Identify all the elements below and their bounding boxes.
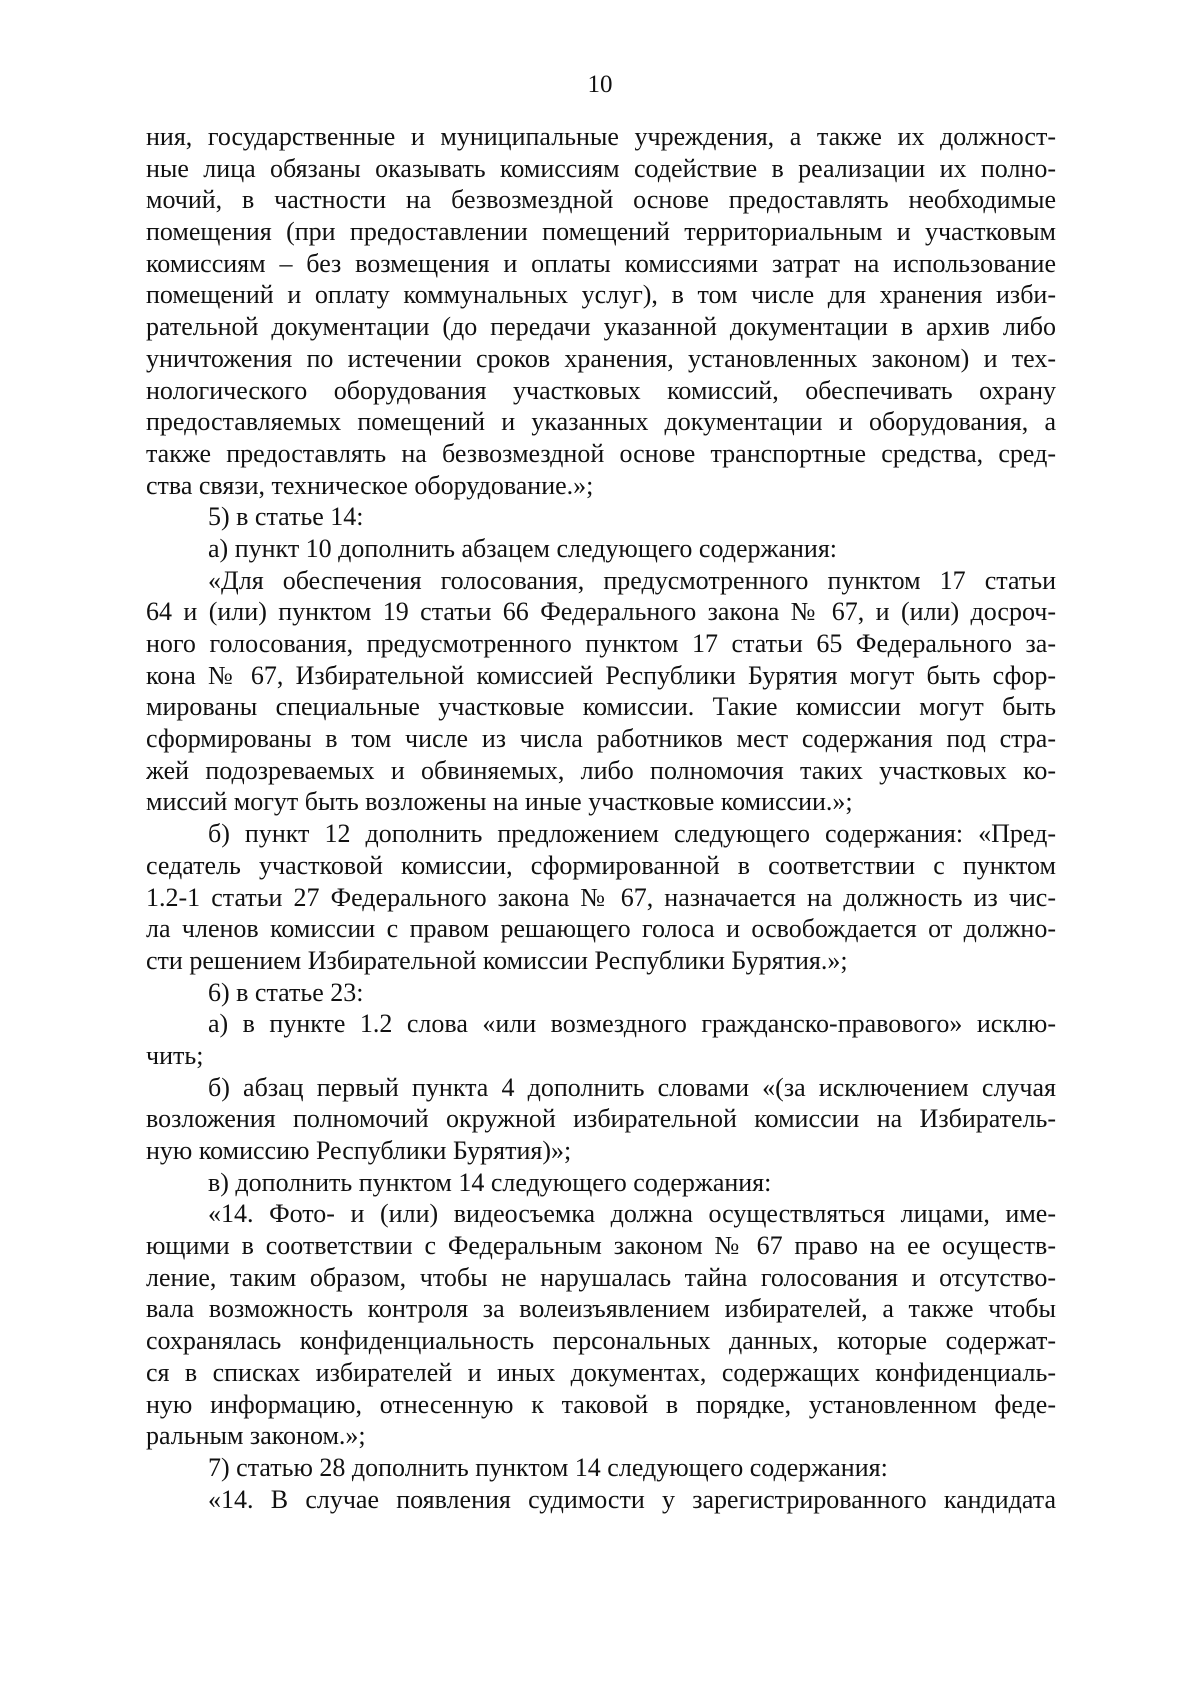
text-line: ление, таким образом, чтобы не нарушалась тайна голосования и отсутство- xyxy=(146,1262,1056,1292)
text-line: а) в пункте 1.2 слова «или возмездного гражданско-правового» исклю- xyxy=(208,1009,1056,1039)
text-line: «14. В случае появления судимости у зарегистрированного кандидата xyxy=(208,1484,1056,1514)
document-body xyxy=(146,121,1056,1515)
text-line: ную информацию, отнесенную к таковой в порядке, установленном феде- xyxy=(146,1389,1056,1419)
text-line: чить; xyxy=(146,1040,204,1070)
text-line: «14. Фото- и (или) видеосъемка должна осуществляться лицами, име- xyxy=(208,1199,1056,1229)
text-line: возложения полномочий окружной избирательной комиссии на Избиратель- xyxy=(146,1104,1056,1134)
text-line: а) пункт 10 дополнить абзацем следующего содержания: xyxy=(208,533,838,563)
text-line: 64 и (или) пунктом 19 статьи 66 Федерального закона № 67, и (или) досроч- xyxy=(146,597,1056,627)
text-line: б) абзац первый пункта 4 дополнить словами «(за исключением случая xyxy=(208,1072,1056,1102)
text-line: жей подозреваемых и обвиняемых, либо полномочия таких участковых ко- xyxy=(146,755,1056,785)
text-line: также предоставлять на безвозмездной основе транспортные средства, сред- xyxy=(146,438,1056,468)
text-line: комиссиям – без возмещения и оплаты комиссиями затрат на использование xyxy=(146,248,1056,278)
text-line: мированы специальные участковые комиссии. Такие комиссии могут быть xyxy=(146,692,1056,722)
text-line: кона № 67, Избирательной комиссией Республики Бурятия могут быть сфор- xyxy=(146,660,1056,690)
text-line: рательной документации (до передачи указанной документации в архив либо xyxy=(146,312,1056,342)
text-line: б) пункт 12 дополнить предложением следующего содержания: «Пред- xyxy=(208,819,1056,849)
text-line: ные лица обязаны оказывать комиссиям содействие в реализации их полно- xyxy=(146,153,1056,183)
text-line: 7) статью 28 дополнить пунктом 14 следующего содержания: xyxy=(208,1452,888,1482)
text-line: «Для обеспечения голосования, предусмотренного пунктом 17 статьи xyxy=(208,565,1056,595)
text-line: предоставляемых помещений и указанных документации и оборудования, а xyxy=(146,407,1056,437)
text-line: вала возможность контроля за волеизъявлением избирателей, а также чтобы xyxy=(146,1294,1056,1324)
text-line: седатель участковой комиссии, сформированной в соответствии с пунктом xyxy=(146,850,1056,880)
text-line: 1.2-1 статьи 27 Федерального закона № 67, назначается на должность из чис- xyxy=(146,882,1056,912)
page-number: 10 xyxy=(587,71,613,98)
text-line: помещений и оплату коммунальных услуг), в том числе для хранения изби- xyxy=(146,280,1056,310)
text-line: 5) в статье 14: xyxy=(208,502,364,532)
text-line: в) дополнить пунктом 14 следующего содержания: xyxy=(208,1167,772,1197)
text-line: сти решением Избирательной комиссии Республики Бурятия.»; xyxy=(146,945,848,975)
text-line: ральным законом.»; xyxy=(146,1421,366,1451)
text-line: сформированы в том числе из числа работников мест содержания под стра- xyxy=(146,724,1056,754)
text-line: мочий, в частности на безвозмездной основе предоставлять необходимые xyxy=(146,185,1056,215)
text-line: нологического оборудования участковых комиссий, обеспечивать охрану xyxy=(146,375,1056,405)
text-line: миссий могут быть возложены на иные участковые комиссии.»; xyxy=(146,787,853,817)
text-line: ла членов комиссии с правом решающего голоса и освобождается от должно- xyxy=(146,914,1056,944)
text-line: ного голосования, предусмотренного пунктом 17 статьи 65 Федерального за- xyxy=(146,629,1056,658)
text-line: ную комиссию Республики Бурятия)»; xyxy=(146,1136,572,1165)
text-line: уничтожения по истечении сроков хранения, установленных законом) и тех- xyxy=(146,343,1056,373)
text-line: ся в списках избирателей и иных документах, содержащих конфиденциаль- xyxy=(146,1357,1056,1387)
text-line: ства связи, техническое оборудование.»; xyxy=(146,470,594,500)
text-line: сохранялась конфиденциальность персональных данных, которые содержат- xyxy=(146,1326,1056,1356)
text-line: ния, государственные и муниципальные учреждения, а также их должност- xyxy=(146,122,1056,151)
text-line: ющими в соответствии с Федеральным законом № 67 право на ее осуществ- xyxy=(146,1231,1056,1261)
text-line: помещения (при предоставлении помещений территориальным и участковым xyxy=(146,217,1056,247)
text-line: 6) в статье 23: xyxy=(208,977,364,1007)
